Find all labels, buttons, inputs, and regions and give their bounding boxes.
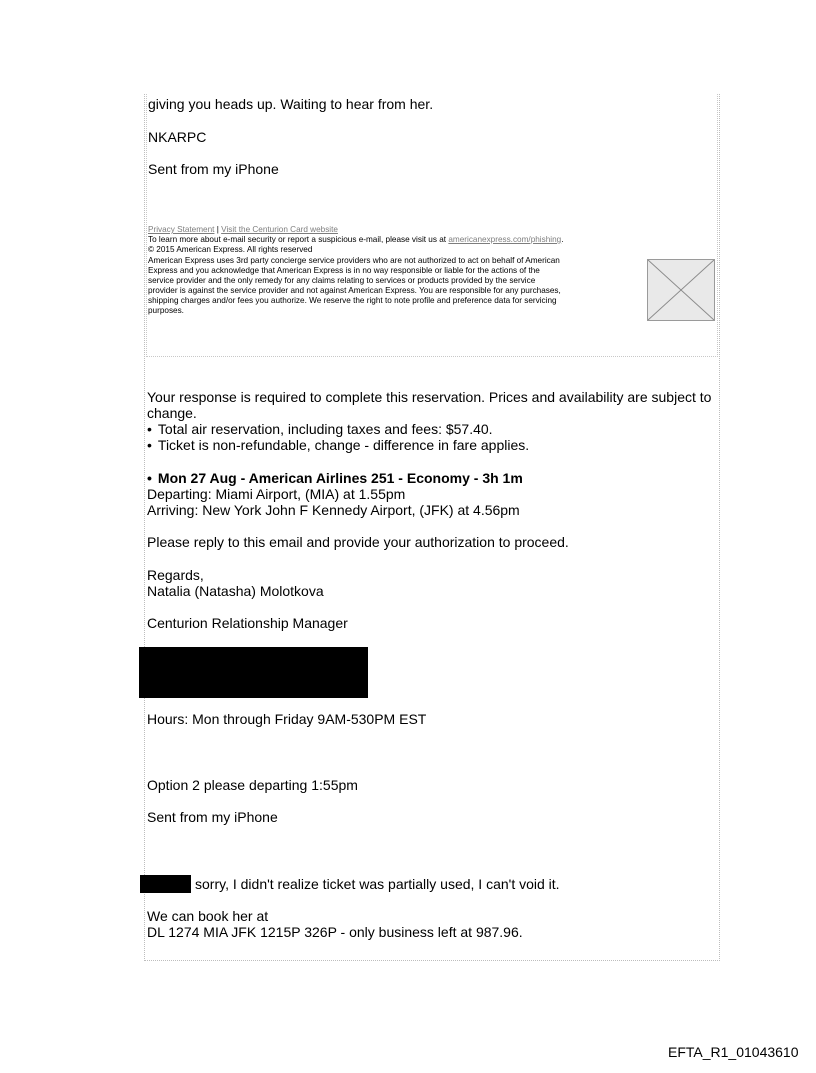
phishing-link[interactable]: americanexpress.com/phishing [448,235,562,244]
broken-image-placeholder [647,259,715,321]
apology-text: sorry, I didn't realize ticket was partially used, I can't void it. [195,876,560,892]
reservation-intro: Your response is required to complete this reservation. Prices and availability are subject to [147,389,712,405]
image-missing-icon [648,260,714,320]
security-notice [148,235,563,245]
disclaimer-line: shipping charges and/or fees you authorize. We reserve the right to note profile and preference data for servicing [148,296,557,305]
signer-name: Natalia (Natasha) Molotkova [147,583,324,599]
security-notice-period: . [561,235,564,244]
reply-option: Option 2 please departing 1:55pm [147,777,358,793]
disclaimer-line: Express and you acknowledge that American Express is in no way responsible or liable for the actions of the [148,266,540,275]
redaction-block [140,875,191,893]
alternate-flight: DL 1274 MIA JFK 1215P 326P - only business left at 987.96. [147,924,523,940]
booking-offer: We can book her at [147,908,269,924]
sent-from-signature: Sent from my iPhone [147,809,278,825]
privacy-statement-link[interactable]: Privacy Statement [148,225,215,234]
footer-links [148,225,338,235]
document-id: EFTA_R1_01043610 [668,1044,799,1060]
disclaimer-line: service provider and the only remedy for any claims relating to services or products provided by the service [148,276,536,285]
sent-from-signature: Sent from my iPhone [148,161,279,177]
flight-heading: • Mon 27 Aug - American Airlines 251 - Economy - 3h 1m [147,470,523,486]
security-notice-text: To learn more about e-mail security or report a suspicious e-mail, please visit us at [148,235,447,244]
quoted-message-text: giving you heads up. Waiting to hear from her. [148,96,434,112]
reply-request: Please reply to this email and provide your authorization to proceed. [147,534,569,550]
sender-initials: NKARPC [148,129,207,145]
office-hours: Hours: Mon through Friday 9AM-530PM EST [147,711,427,727]
centurion-website-link[interactable]: Visit the Centurion Card website [221,225,338,234]
refund-policy-bullet: • Ticket is non-refundable, change - difference in fare applies. [147,437,529,453]
disclaimer-line: provider is against the service provider and not against American Express. You are responsible for any purchases, [148,286,561,295]
copyright-text: © 2015 American Express. All rights reserved [148,245,313,254]
footer-separator: | [216,225,219,234]
disclaimer-line: American Express uses 3rd party concierge service providers who are not authorized to act on behalf of American [148,256,560,265]
arriving-info: Arriving: New York John F Kennedy Airport, (JFK) at 4.56pm [147,502,520,518]
redaction-block [139,647,368,698]
signer-title: Centurion Relationship Manager [147,615,348,631]
disclaimer-line: purposes. [148,306,184,315]
total-price-bullet: • Total air reservation, including taxes and fees: $57.40. [147,421,493,437]
regards: Regards, [147,567,204,583]
departing-info: Departing: Miami Airport, (MIA) at 1.55pm [147,486,406,502]
reservation-intro-cont: change. [147,405,197,421]
